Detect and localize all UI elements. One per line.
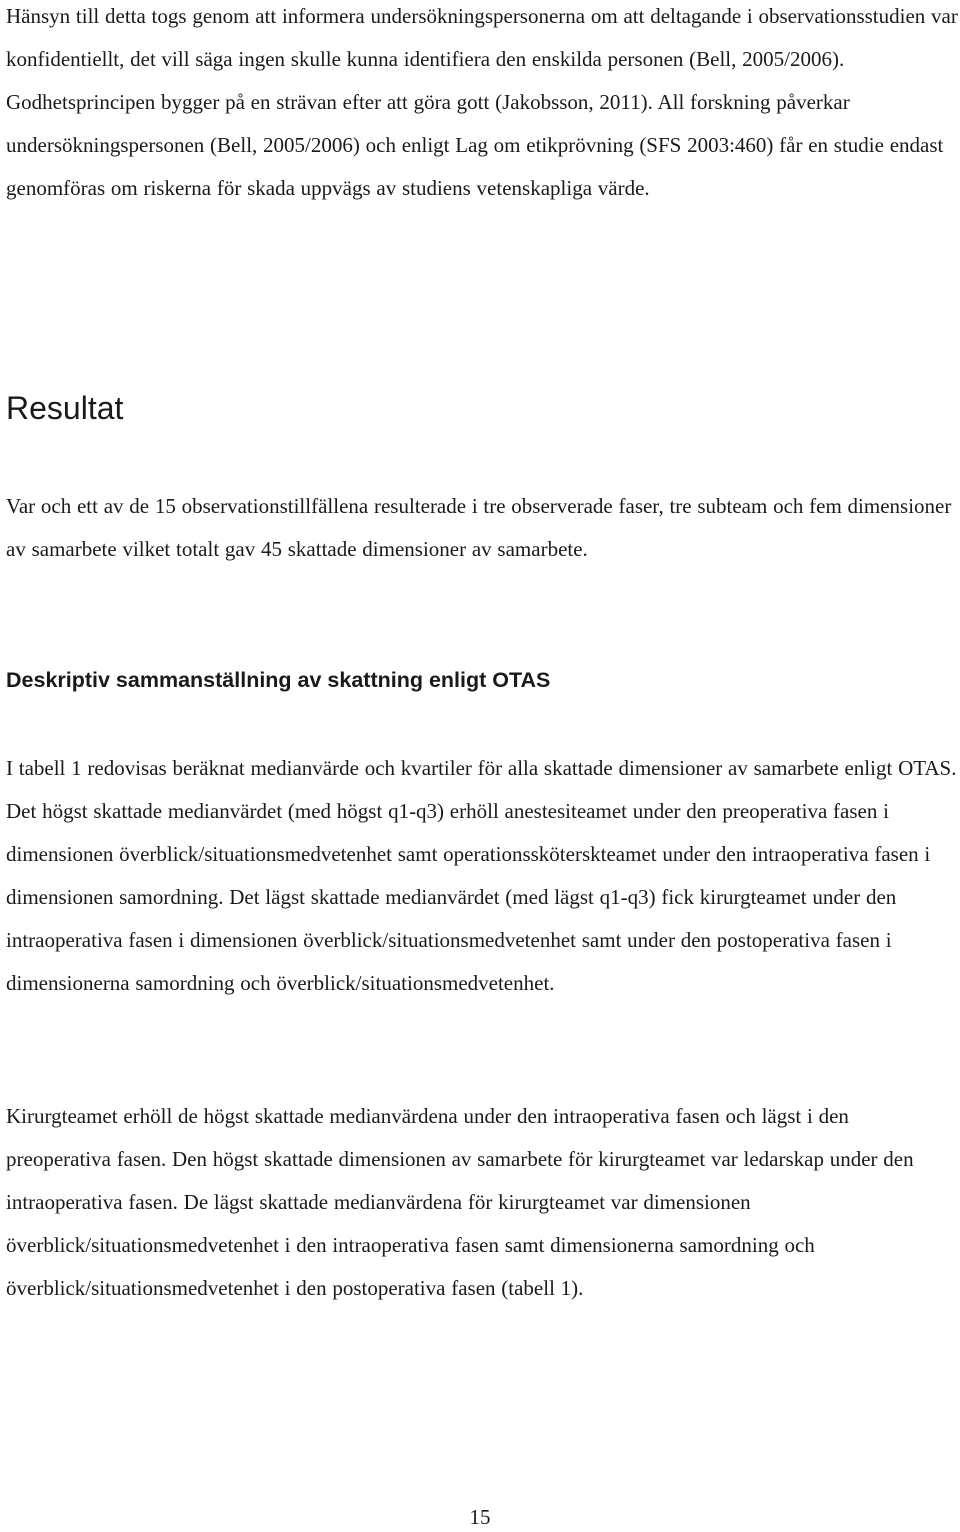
paragraph-ethics: Hänsyn till detta togs genom att informera undersökningspersonerna om att deltagande i observationsstudien var konfidentiellt, det vill säga ingen skulle kunna identifiera den enskilda personen (Bell, 2005/2006). Godhetsprincipen bygger på en strävan efter att göra gott (Jakobsson, 2011). All forskning påverkar undersökningspersonen (Bell, 2005/2006) och enligt Lag om etikprövning (SFS 2003:460) får en studie endast genomföras om riskerna för skada uppvägs av studiens vetenskapliga värde. (6, 4, 958, 200)
heading-resultat: Resultat (6, 390, 124, 426)
paragraph-kirurgteamet: Kirurgteamet erhöll de högst skattade medianvärdena under den intraoperativa fasen och lägst i den preoperativa fasen. Den högst skattade dimensionen av samarbete för kirurgteamet var ledarskap under den intraoperativa fasen. De lägst skattade medianvärdena för kirurgteamet var dimensionen överblick/situationsmedvetenhet i den intraoperativa fasen samt dimensionerna samordning och överblick/situationsmedvetenhet i den postoperativa fasen (tabell 1). (6, 1104, 914, 1300)
page-number: 15 (469, 1505, 491, 1529)
paragraph-resultat: Var och ett av de 15 observationstillfällena resulterade i tre observerade faser, tre subteam och fem dimensioner av samarbete vilket totalt gav 45 skattade dimensioner av samarbete. (6, 494, 952, 561)
paragraph-tabell: I tabell 1 redovisas beräknat medianvärde och kvartiler för alla skattade dimensioner av samarbete enligt OTAS. Det högst skattade medianvärdet (med högst q1-q3) erhöll anestesiteamet under den preoperativa fasen i dimensionen överblick/situationsmedvetenhet samt operationssköterskteamet under den intraoperativa fasen i dimensionen samordning. Det lägst skattade medianvärdet (med lägst q1-q3) fick kirurgteamet under den intraoperativa fasen i dimensionen överblick/situationsmedvetenhet samt under den postoperativa fasen i dimensionerna samordning och överblick/situationsmedvetenhet. (6, 756, 957, 995)
heading-deskriptiv: Deskriptiv sammanställning av skattning enligt OTAS (6, 668, 551, 692)
